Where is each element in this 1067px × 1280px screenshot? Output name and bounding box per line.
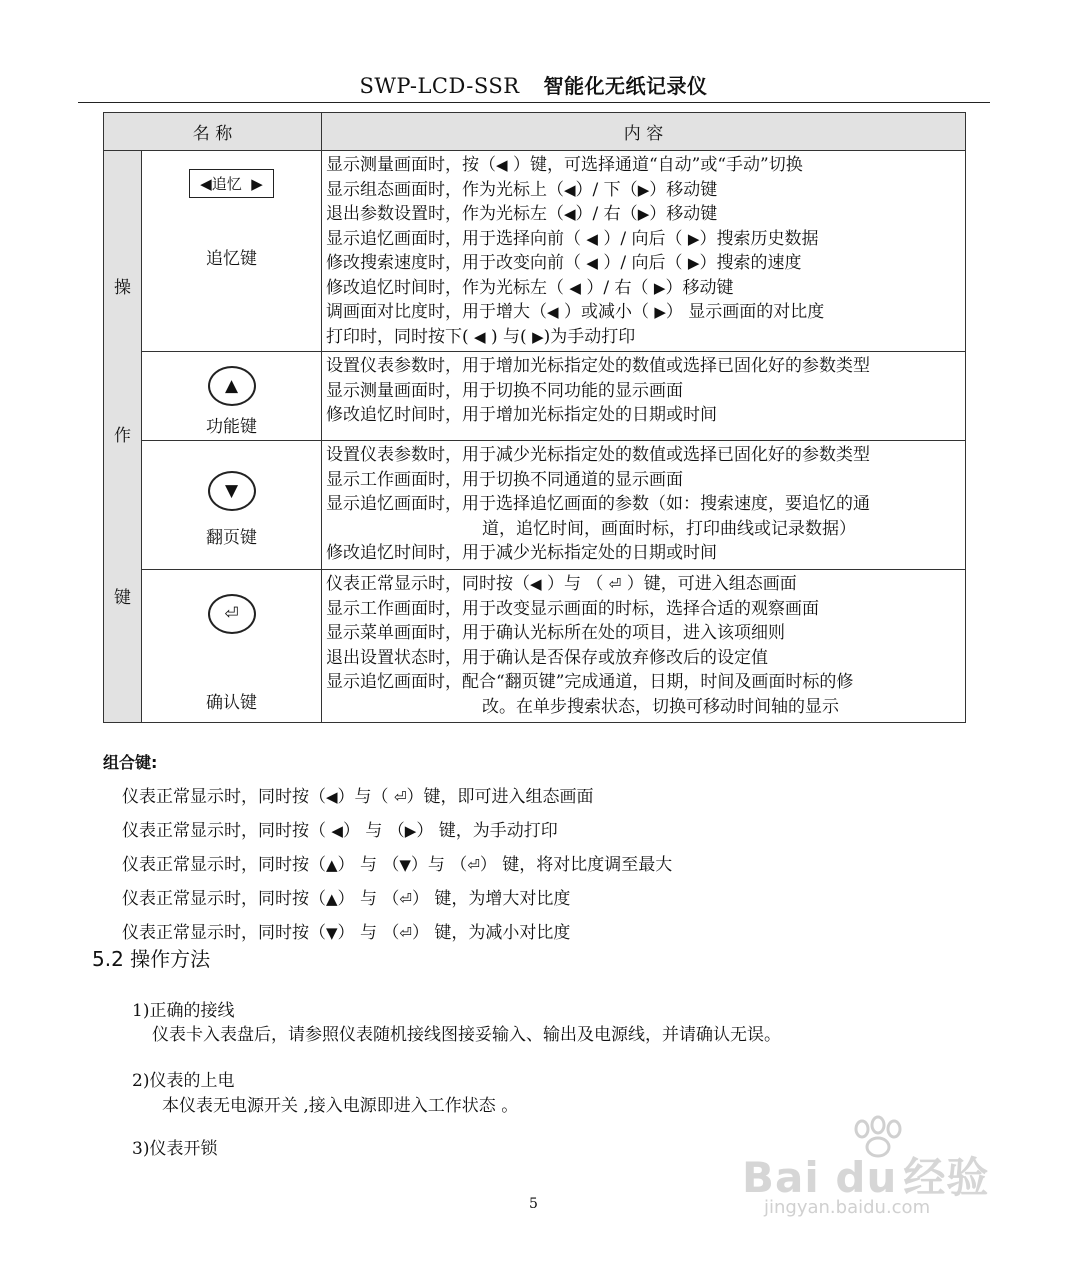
baidu-watermark xyxy=(742,1115,1012,1218)
key-label-pageturn: 翻页键 xyxy=(206,528,257,548)
text-segment: ）/ 右（ xyxy=(580,277,654,298)
text-segment: ）或减小（ xyxy=(558,302,655,322)
arrow-left-icon: ◀ xyxy=(564,205,576,223)
arrow-left-icon: ◀ xyxy=(569,278,581,297)
row-recall-key xyxy=(104,151,966,352)
arrow-left-icon: ◀ xyxy=(496,156,508,174)
watermark-brand: Bai du xyxy=(742,1153,898,1202)
text-segment: 显示测量画面时，用于切换不同功能的显示画面 xyxy=(326,380,683,401)
text-segment: ） 键，为减小对比度 xyxy=(411,923,571,943)
combo-line xyxy=(122,918,570,943)
key-label-recall: 追忆键 xyxy=(206,249,257,269)
step-1-body: 仪表卡入表盘后，请参照仪表随机接线图接妥输入、输出及电源线，并请确认无误。 xyxy=(152,1025,781,1045)
arrow-up-icon: ▲ xyxy=(208,366,256,406)
step-2-heading: 2)仪表的上电 xyxy=(132,1071,235,1091)
text-segment: ）键，可进入组态画面 xyxy=(621,574,797,594)
text-segment: ） 与 （ xyxy=(337,889,400,909)
description-line xyxy=(326,541,963,566)
text-segment: ） 与 （ xyxy=(337,855,400,875)
text-segment: ）移动键 xyxy=(649,204,718,224)
description-line xyxy=(326,227,963,252)
enter-key-icon: ⏎ xyxy=(467,856,480,874)
description-line xyxy=(326,178,963,203)
text-segment: 改。在单步搜索状态，切换可移动时间轴的显示 xyxy=(482,696,839,717)
text-segment: ） 键，为增大对比度 xyxy=(411,889,571,909)
text-segment: ）键，可选择通道“自动”或“手动”切换 xyxy=(507,155,803,175)
text-segment: 显示追忆画面时，配合“翻页键”完成通道，日期，时间及画面时标的修 xyxy=(326,672,854,692)
enter-key-icon: ⏎ xyxy=(399,924,412,942)
arrow-left-icon: ◀ xyxy=(564,180,576,199)
arrow-down-icon: ▼ xyxy=(208,471,256,511)
text-segment: 退出设置状态时，用于确认是否保存或放弃修改后的设定值 xyxy=(326,647,768,668)
description-line xyxy=(326,492,963,517)
combo-line xyxy=(122,816,558,841)
text-segment: 仪表正常显示时，同时按（ xyxy=(122,787,326,807)
step-3-heading: 3)仪表开锁 xyxy=(132,1139,218,1159)
description-line xyxy=(326,300,963,325)
section-title: 5.2 操作方法 xyxy=(92,947,211,971)
group-label xyxy=(104,151,142,723)
header-name: 名 称 xyxy=(104,113,322,151)
description-line xyxy=(326,153,963,178)
key-cell-pageturn xyxy=(142,441,322,570)
desc-recall xyxy=(322,151,966,352)
step-2-body: 本仪表无电源开关 ,接入电源即进入工作状态 。 xyxy=(162,1096,519,1116)
key-label-function: 功能键 xyxy=(206,417,257,437)
arrow-right-icon: ▶ xyxy=(687,229,700,248)
description-line xyxy=(326,202,963,227)
combo-line xyxy=(122,884,570,909)
text-segment: ）与（ xyxy=(337,787,394,807)
text-segment: 修改搜索速度时，用于改变向前（ xyxy=(326,253,587,273)
text-segment: 设置仪表参数时，用于减少光标指定处的数值或选择已固化好的参数类型 xyxy=(326,445,870,465)
key-cell-confirm xyxy=(142,570,322,723)
header-content: 内 容 xyxy=(322,113,966,151)
description-line xyxy=(326,325,963,350)
arrow-left-icon: ◀ xyxy=(547,303,559,321)
text-segment: ） 与 （ xyxy=(337,923,400,943)
desc-pageturn xyxy=(322,441,966,570)
text-segment: 仪表正常显示时，同时按（ xyxy=(122,923,326,943)
text-segment: ) 与( xyxy=(485,326,533,347)
row-pageturn-key xyxy=(104,441,966,570)
description-line xyxy=(326,354,963,379)
arrow-right-icon: ▶ xyxy=(653,278,666,297)
text-segment: )为手动打印 xyxy=(543,326,636,347)
text-segment: 仪表正常显示时，同时按（ xyxy=(122,855,326,875)
text-segment: ）移动键 xyxy=(665,277,734,298)
text-segment: ）搜索历史数据 xyxy=(699,228,819,249)
text-segment: ） 键，为手动打印 xyxy=(416,821,558,841)
arrow-left-icon: ◀ xyxy=(331,822,343,840)
header-rule xyxy=(78,102,990,103)
document-title: 智能化无纸记录仪 xyxy=(543,74,708,98)
description-line xyxy=(326,597,963,622)
enter-key-icon: ⏎ xyxy=(393,788,407,806)
text-segment: 打印时，同时按下( xyxy=(326,326,475,347)
arrow-left-icon: ◀ xyxy=(474,327,486,346)
description-line xyxy=(326,621,963,646)
description-line xyxy=(326,670,963,695)
model-name: SWP-LCD-SSR xyxy=(359,74,520,98)
page-number: 5 xyxy=(529,1196,538,1212)
combo-line xyxy=(122,850,672,875)
enter-key-icon: ⏎ xyxy=(208,594,256,634)
arrow-left-icon: ◀ xyxy=(586,254,598,272)
group-char-2: 作 xyxy=(114,426,131,446)
text-segment: 显示工作画面时，用于切换不同通道的显示画面 xyxy=(326,469,683,490)
arrow-right-icon: ▶ xyxy=(251,175,263,193)
arrow-right-icon: ▶ xyxy=(687,254,700,272)
description-line xyxy=(326,517,963,542)
text-segment: ）/ 向后（ xyxy=(597,253,688,273)
arrow-left-icon: ◀ xyxy=(200,175,212,193)
text-segment: ） 与 （ xyxy=(342,821,405,841)
text-segment: 显示追忆画面时，用于选择追忆画面的参数（如：搜索速度，要追忆的通 xyxy=(326,494,870,514)
arrow-left-icon: ◀ xyxy=(326,788,338,806)
watermark-text: 经验 xyxy=(903,1153,990,1202)
text-segment: 显示工作画面时，用于改变显示画面的时标，选择合适的观察画面 xyxy=(326,598,819,619)
description-line xyxy=(326,403,963,428)
table-header-row xyxy=(104,113,966,151)
text-segment: ） 显示画面的对比度 xyxy=(665,302,825,322)
text-segment: 修改追忆时间时，用于增加光标指定处的日期或时间 xyxy=(326,405,717,425)
recall-box-label: 追忆 xyxy=(211,175,242,193)
text-segment: ）与 （ xyxy=(541,574,609,594)
desc-function xyxy=(322,352,966,441)
text-segment: 退出参数设置时，作为光标左（ xyxy=(326,204,564,224)
arrow-left-icon: ◀ xyxy=(530,575,542,593)
key-cell-recall xyxy=(142,151,322,352)
recall-key-diagram xyxy=(189,169,274,198)
description-line xyxy=(326,695,963,720)
group-char-1: 操 xyxy=(114,278,131,298)
arrow-right-icon: ▶ xyxy=(637,205,650,223)
text-segment: 显示菜单画面时，用于确认光标所在处的项目，进入该项细则 xyxy=(326,623,785,643)
description-line xyxy=(326,251,963,276)
text-segment: 道，追忆时间，画面时标，打印曲线或记录数据） xyxy=(482,518,856,539)
text-segment: ）移动键 xyxy=(649,179,718,200)
row-confirm-key xyxy=(104,570,966,723)
description-line xyxy=(326,379,963,404)
text-segment: 设置仪表参数时，用于增加光标指定处的数值或选择已固化好的参数类型 xyxy=(326,356,870,376)
combo-keys-title: 组合键: xyxy=(103,753,158,772)
arrow-left-icon: ◀ xyxy=(586,229,598,248)
key-cell-function xyxy=(142,352,322,441)
description-line xyxy=(326,276,963,301)
text-segment: 调画面对比度时，用于增大（ xyxy=(326,302,547,322)
key-operation-table xyxy=(103,112,966,723)
arrow-right-icon: ▶ xyxy=(404,822,417,840)
text-segment: ）/ 向后（ xyxy=(597,228,688,249)
enter-key-icon: ⏎ xyxy=(608,575,622,593)
arrow-right-icon: ▶ xyxy=(654,303,666,321)
text-segment: ）/ 右（ xyxy=(575,204,638,224)
description-line xyxy=(326,572,963,597)
text-segment: 仪表正常显示时，同时按（ xyxy=(122,821,332,841)
arrow-down-icon: ▼ xyxy=(399,856,411,874)
description-line xyxy=(326,646,963,671)
text-segment: ） 键，将对比度调至最大 xyxy=(479,855,673,875)
arrow-right-icon: ▶ xyxy=(532,327,544,346)
enter-key-icon: ⏎ xyxy=(399,890,412,908)
page-header xyxy=(0,70,1067,99)
text-segment: 修改追忆时间时，作为光标左（ xyxy=(326,277,570,298)
arrow-up-icon: ▲ xyxy=(326,890,338,908)
text-segment: 修改追忆时间时，用于减少光标指定处的日期或时间 xyxy=(326,543,717,563)
text-segment: ）与 （ xyxy=(410,855,468,875)
text-segment: ）键，即可进入组态画面 xyxy=(406,787,594,807)
group-char-3: 键 xyxy=(114,588,131,608)
text-segment: ）搜索的速度 xyxy=(699,253,802,273)
text-segment: 仪表正常显示时，同时按（ xyxy=(122,889,326,909)
arrow-down-icon: ▼ xyxy=(326,924,338,942)
arrow-right-icon: ▶ xyxy=(637,180,650,199)
text-segment: ）/ 下（ xyxy=(575,179,638,200)
arrow-up-icon: ▲ xyxy=(326,856,338,874)
desc-confirm xyxy=(322,570,966,723)
text-segment: 显示组态画面时，作为光标上（ xyxy=(326,179,564,200)
description-line xyxy=(326,443,963,468)
combo-line xyxy=(122,782,594,807)
description-line xyxy=(326,468,963,493)
text-segment: 仪表正常显示时，同时按（ xyxy=(326,574,530,594)
step-1-heading: 1)正确的接线 xyxy=(132,1001,235,1021)
text-segment: 显示追忆画面时，用于选择向前（ xyxy=(326,228,587,249)
text-segment: 显示测量画面时，按（ xyxy=(326,155,496,175)
watermark-url: jingyan.baidu.com xyxy=(764,1197,931,1218)
key-label-confirm: 确认键 xyxy=(206,693,257,713)
row-function-key xyxy=(104,352,966,441)
